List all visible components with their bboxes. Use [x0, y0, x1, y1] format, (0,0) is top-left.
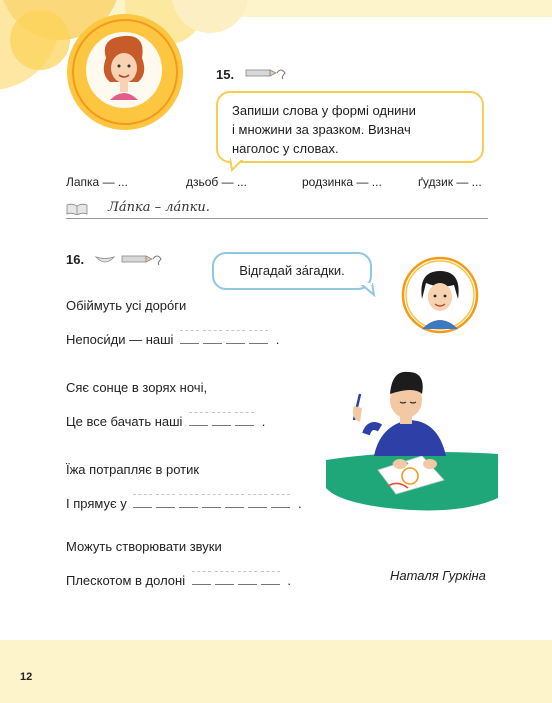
exercise-16-number: 16. [66, 252, 85, 267]
answer-blanks[interactable] [133, 494, 294, 511]
instruction-line: наголос у словах. [232, 141, 339, 156]
pencil-icon [120, 252, 164, 266]
word-2: дзьоб — ... [186, 175, 247, 189]
sample-line [66, 202, 488, 219]
bubble-tail [230, 158, 250, 172]
period: . [261, 414, 266, 429]
pencil-icon [244, 66, 288, 80]
mouth-icon [94, 254, 116, 266]
period: . [275, 332, 280, 347]
instruction-bubble [216, 91, 484, 163]
word-4: ґудзик — ... [418, 175, 482, 189]
word-1: Лапка — ... [66, 175, 128, 189]
riddle-text: Це все бачать наші [66, 414, 183, 429]
sample-answer: Ла́пка – ла́пки. [108, 200, 210, 215]
riddle-2-line-1: Сяє сонце в зорях ночі, [66, 380, 208, 395]
riddle-4-line-2 [66, 571, 291, 588]
answer-blanks[interactable] [180, 330, 272, 347]
riddle-1-line-2 [66, 330, 279, 347]
boy-avatar [400, 255, 480, 335]
author: Наталя Гуркіна [390, 568, 486, 583]
riddle-1-line-1: Обіймуть усі доро́ги [66, 298, 187, 313]
answer-blanks[interactable] [189, 412, 258, 429]
word-3: родзинка — ... [302, 175, 382, 189]
period: . [297, 496, 302, 511]
instruction-line: Запиши слова у формі однини [232, 103, 416, 118]
riddle-2-line-2 [66, 412, 265, 429]
riddle-text: Плескотом в долоні [66, 573, 186, 588]
riddle-4-line-1: Можуть створювати звуки [66, 539, 222, 554]
answer-blanks[interactable] [192, 571, 284, 588]
riddle-bubble: Відгадай за́гадки. [212, 252, 372, 290]
riddle-text: Непоси́ди — наші [66, 332, 174, 347]
girl-avatar [84, 30, 164, 110]
riddle-3-line-2 [66, 494, 302, 511]
page-number: 12 [20, 671, 33, 683]
footer-band [0, 640, 552, 703]
exercise-15-number: 15. [216, 67, 235, 82]
bubble-tail [360, 283, 376, 297]
boy-drawing-illustration [326, 360, 498, 520]
riddle-3-line-1: Їжа потрапляє в ротик [66, 462, 200, 477]
riddle-text: І прямує у [66, 496, 127, 511]
instruction-line: і множини за зразком. Визнач [232, 122, 411, 137]
book-icon [66, 203, 88, 215]
period: . [287, 573, 291, 588]
